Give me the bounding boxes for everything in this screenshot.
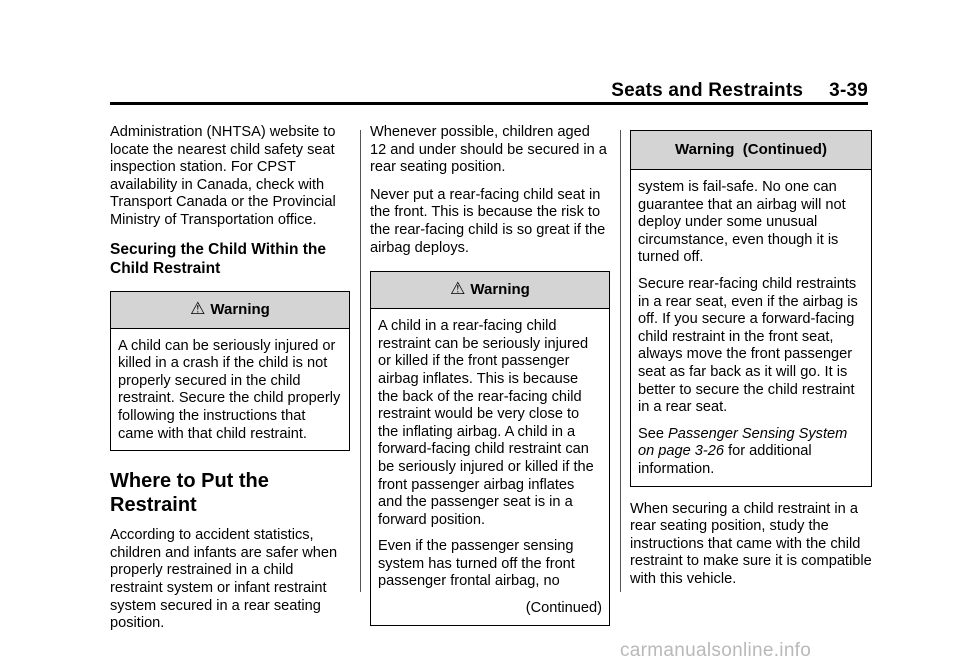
warning-body bbox=[631, 170, 871, 486]
heading-where-to-put: Where to Put the Restraint bbox=[110, 470, 269, 517]
intro-paragraph: Administration (NHTSA) website to locate the nearest child safety seat inspection station. For CPST availability in Canada, check with Transport Canada or the Provincial Ministry of Transportation office. bbox=[110, 124, 336, 228]
page-number: 3-39 bbox=[829, 80, 868, 101]
warning-body bbox=[111, 329, 349, 451]
warning-header bbox=[631, 131, 871, 170]
warning-text: A child can be seriously injured or killed in a crash if the child is not properly secured in the child restraint. Secure the child properly following the instructions that came with that child restraint. bbox=[118, 337, 341, 442]
watermark: carmanualsonline.info bbox=[620, 640, 812, 661]
column-1 bbox=[110, 124, 350, 643]
warning-title: Warning bbox=[210, 300, 270, 318]
column-2 bbox=[370, 124, 610, 626]
paragraph-rear-facing-front: Never put a rear-facing child seat in the front. This is because the risk to the rear-facing child is so great if the airbag deploys. bbox=[370, 186, 606, 256]
warning-text: A child in a rear-facing child restraint can be seriously injured or killed if the front passenger airbag inflates. This is because the back of the rear-facing child restraint would be very close to the inflating airbag. A child in a forward-facing child restraint can be seriously injured or killed if the front passenger airbag inflates and the passenger seat is in a forward position. bbox=[378, 318, 594, 528]
section-title: Seats and Restraints bbox=[611, 80, 804, 101]
warning-box bbox=[110, 291, 350, 452]
warning-triangle-icon: ⚠ bbox=[190, 298, 206, 318]
warning-text: Secure rear-facing child restraints in a rear seat, even if the airbag is off. If you secure a forward-facing child restraint in the front seat, always move the front passenger seat as far back as it will go. It is better to secure the child restraint in a rear seat. bbox=[638, 275, 858, 416]
warning-text: system is fail-safe. No one can guarantee that an airbag will not deploy under some unusual circumstance, even though it is turned off. bbox=[638, 179, 846, 266]
warning-box bbox=[370, 271, 610, 626]
warning-title: Warning bbox=[470, 281, 530, 299]
paragraph-aged-12: Whenever possible, children aged 12 and under should be secured in a rear seating position. bbox=[370, 124, 607, 176]
cross-reference-link[interactable]: Passenger Sensing System on page 3-26 bbox=[638, 425, 848, 460]
paragraph-accident-statistics: According to accident statistics, children and infants are safer when properly restrained in a child restraint system or infant restraint system secured in a rear seating position. bbox=[110, 527, 338, 632]
warning-triangle-icon: ⚠ bbox=[450, 279, 466, 299]
continued-label: (Continued) bbox=[525, 600, 602, 617]
warning-header bbox=[111, 292, 349, 329]
see-reference-paragraph bbox=[638, 426, 864, 479]
see-prefix: See bbox=[638, 425, 669, 442]
header-rule bbox=[110, 102, 868, 105]
column-divider bbox=[620, 130, 621, 592]
page-header bbox=[611, 80, 868, 102]
paragraph-rear-seating: When securing a child restraint in a rear seating position, study the instructions that came with the child restraint to make sure it is compatible with this vehicle. bbox=[630, 500, 872, 587]
column-divider bbox=[360, 130, 361, 592]
warning-title: Warning (Continued) bbox=[675, 141, 827, 159]
see-suffix: for additional information. bbox=[638, 443, 812, 477]
warning-header bbox=[371, 272, 609, 309]
warning-text: Even if the passenger sensing system has turned off the front passenger frontal airbag, no bbox=[378, 538, 575, 590]
warning-box-continued bbox=[630, 130, 872, 487]
column-3 bbox=[630, 130, 872, 598]
subheading-securing-child: Securing the Child Within the Child Restraint bbox=[110, 240, 326, 277]
warning-body bbox=[371, 309, 609, 625]
